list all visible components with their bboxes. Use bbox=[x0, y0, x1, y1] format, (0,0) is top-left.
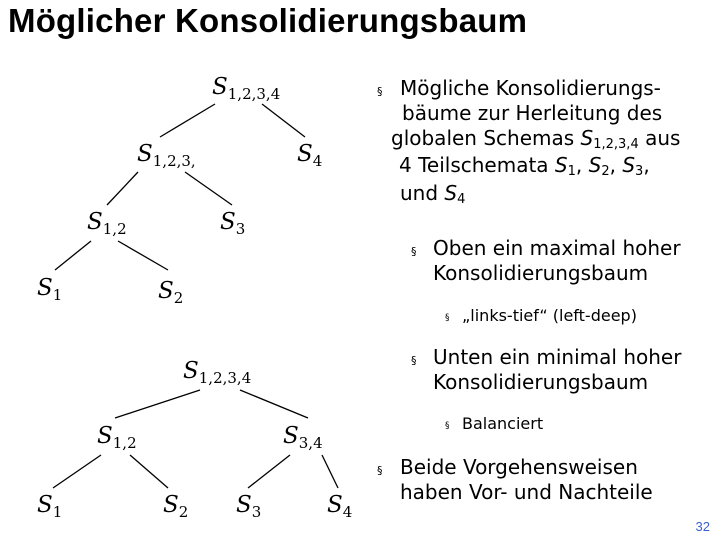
top-node-s123: $S_{1,2,3,}$ bbox=[137, 141, 196, 170]
edge-broot-n12 bbox=[115, 390, 200, 418]
edge-broot-n34 bbox=[240, 390, 308, 418]
edge-n12-bs1 bbox=[53, 455, 101, 488]
bottom-leaf-s1: $S_1$ bbox=[37, 492, 63, 521]
edge-n34-bs3 bbox=[248, 455, 290, 488]
bottom-leaf-s4: $S_4$ bbox=[327, 492, 353, 521]
edge-n34-bs4 bbox=[322, 455, 338, 488]
edge-root-n123 bbox=[160, 104, 215, 137]
bullet-marker: § bbox=[445, 313, 450, 323]
bottom-leaf-s3: $S_3$ bbox=[236, 492, 262, 521]
bullet-marker: § bbox=[411, 354, 417, 367]
edge-root-s4 bbox=[262, 104, 305, 137]
edge-n12-bs2 bbox=[130, 455, 168, 488]
bullet-marker: § bbox=[445, 421, 450, 431]
top-node-s12: $S_{1,2}$ bbox=[87, 209, 127, 238]
edge-n12-s1 bbox=[55, 241, 91, 270]
page-number: 32 bbox=[695, 519, 710, 534]
bottom-root-node: $S_{1,2,3,4}$ bbox=[183, 358, 252, 387]
top-leaf-s4: $S_4$ bbox=[297, 141, 323, 170]
slide-title: Möglicher Konsolidierungsbaum bbox=[8, 2, 528, 39]
bullet-left-deep: § „links-tief“ (left-deep) bbox=[445, 306, 637, 325]
bottom-leaf-s2: $S_2$ bbox=[163, 492, 189, 521]
top-leaf-s3: $S_3$ bbox=[220, 209, 246, 238]
edge-n123-s3 bbox=[185, 172, 232, 205]
bullet-top-tree: § Oben ein maximal hoher Konsolidierungsbaum bbox=[411, 236, 681, 285]
bullet-marker: § bbox=[377, 85, 383, 98]
top-leaf-s2: $S_2$ bbox=[158, 278, 184, 307]
bullet-pros-cons: § Beide Vorgehensweisen haben Vor- und Nachteile bbox=[377, 455, 653, 504]
edge-n123-n12 bbox=[107, 172, 138, 205]
bottom-node-s12: $S_{1,2}$ bbox=[97, 423, 137, 452]
edge-n12-s2 bbox=[118, 241, 168, 270]
bullet-marker: § bbox=[411, 245, 417, 258]
bottom-node-s34: $S_{3,4}$ bbox=[283, 423, 323, 452]
top-leaf-s1: $S_1$ bbox=[37, 275, 63, 304]
bullet-balanced: § Balanciert bbox=[445, 414, 544, 433]
bullet-marker: § bbox=[377, 464, 383, 477]
bullet-consolidation-trees: § Mögliche Konsolidierungs- bäume zur Herleitung des globalen Schemas $S_{1,2,3,4}$ aus 4 Teilschemata $S_1$, $S_2$, $S_3$, und $S_4$ bbox=[377, 76, 681, 207]
bullet-bottom-tree: § Unten ein minimal hoher Konsolidierungsbaum bbox=[411, 345, 682, 394]
top-root-node: $S_{1,2,3,4}$ bbox=[212, 74, 281, 103]
